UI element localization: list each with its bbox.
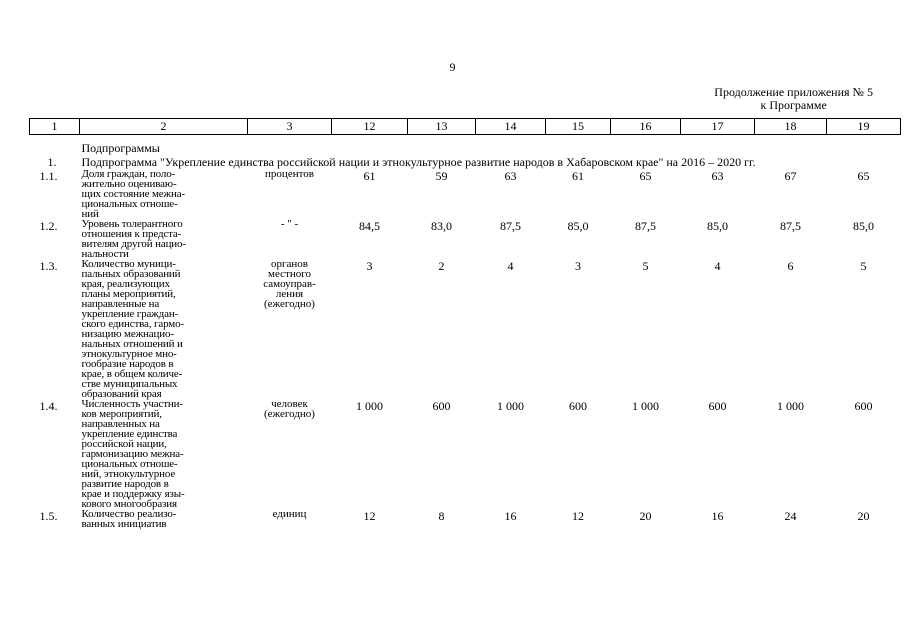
indicator-value: 63: [711, 169, 724, 183]
indicator-name-line: крае, в общем количе-: [81, 368, 183, 380]
indicator-unit-line: человек: [271, 398, 308, 410]
indicator-name-line: вителям другой нацио-: [81, 238, 186, 250]
header-cell: 12: [332, 119, 408, 135]
header-cell: 3: [248, 119, 332, 135]
indicator-name-line: нальных отношений и: [81, 338, 183, 350]
indicator-name-line: планы мероприятий,: [81, 288, 176, 300]
indicator-name-line: гармонизацию межна-: [81, 448, 184, 460]
indicator-row: [30, 259, 901, 399]
indicator-value: 83,0: [431, 219, 452, 233]
indicator-value: 85,0: [853, 219, 874, 233]
indicator-value: 4: [714, 259, 721, 273]
indicator-name: [80, 169, 248, 219]
indicator-value: 87,5: [635, 219, 656, 233]
indicator-unit: [248, 509, 332, 529]
indicator-unit: [248, 219, 332, 259]
indicator-name-line: крае и поддержку язы-: [81, 488, 185, 500]
indicator-name-line: российской нации,: [81, 438, 167, 450]
indicator-value: 12: [363, 509, 376, 523]
indicator-value: 1 000: [356, 399, 383, 413]
indicator-value: 4: [507, 259, 514, 273]
appendix-caption: [714, 86, 873, 112]
indicator-unit-line: ления: [275, 288, 304, 300]
indicator-name-line: щих состояние межна-: [81, 188, 185, 200]
indicator-unit: [248, 169, 332, 219]
indicator-name-line: циональных отноше-: [81, 198, 178, 210]
indicator-name-line: отношения к предста-: [81, 228, 182, 240]
indicator-number: 1.4.: [39, 399, 58, 413]
indicator-value: 85,0: [707, 219, 728, 233]
indicator-value: 1 000: [497, 399, 524, 413]
page-number: 9: [449, 60, 456, 74]
indicator-value: 63: [504, 169, 517, 183]
indicator-number: 1.3.: [39, 259, 58, 273]
indicator-row: [30, 399, 901, 509]
indicator-value: 16: [504, 509, 517, 523]
indicator-value: 8: [438, 509, 445, 523]
header-cell: 15: [546, 119, 611, 135]
appendix-line-2: к Программе: [760, 98, 827, 112]
subprogram-title: Подпрограмма "Укрепление единства российской нации и этнокультурное развитие народов в Хабаровском крае" на 2016 – 2020 гг.: [81, 155, 756, 169]
subprogram-number: 1.: [47, 155, 57, 169]
indicator-value: 2: [438, 259, 445, 273]
indicator-number: 1.1.: [39, 169, 58, 183]
indicator-name-line: образований края: [81, 388, 162, 400]
indicator-value: 61: [363, 169, 376, 183]
indicator-value: 600: [854, 399, 873, 413]
indicator-name-line: кового многообразия: [81, 498, 177, 510]
section-title: Подпрограммы: [81, 141, 160, 155]
indicator-number: 1.5.: [39, 509, 58, 523]
indicator-unit-line: единиц: [272, 508, 307, 520]
table-body: [30, 119, 901, 530]
indicator-row: [30, 509, 901, 529]
indicator-name-line: пальных образований: [81, 268, 181, 280]
indicator-value: 6: [787, 259, 794, 273]
indicator-name-line: развитие народов в: [81, 478, 169, 490]
indicator-row: [30, 219, 901, 259]
subprogram-row: [30, 155, 901, 169]
indicator-value: 65: [639, 169, 652, 183]
indicator-name-line: укрепление единства: [81, 428, 178, 440]
indicator-number: 1.2.: [39, 219, 58, 233]
indicator-row: [30, 169, 901, 219]
appendix-line-1: Продолжение приложения № 5: [714, 85, 873, 99]
indicator-name-line: этнокультурное мно-: [81, 348, 177, 360]
indicator-unit: [248, 259, 332, 399]
indicator-unit-line: - " -: [280, 218, 299, 230]
indicator-name: [80, 259, 248, 399]
indicator-unit-line: органов: [271, 258, 308, 270]
header-cell: 1: [30, 119, 80, 135]
indicator-value: 12: [572, 509, 584, 523]
indicators-table: [29, 118, 901, 529]
indicator-name-line: направленных на: [81, 418, 160, 430]
indicator-value: 1 000: [632, 399, 659, 413]
indicator-name-line: ского единства, гармо-: [81, 318, 184, 330]
indicator-name: [80, 399, 248, 509]
indicator-unit: [248, 399, 332, 509]
indicator-name-line: гообразие народов в: [81, 358, 174, 370]
indicator-name-line: ний, этнокультурное: [81, 468, 176, 480]
indicator-value: 600: [432, 399, 451, 413]
indicator-value: 61: [572, 169, 584, 183]
header-cell: 17: [681, 119, 755, 135]
indicator-name-line: Количество реализо-: [81, 508, 177, 520]
indicator-value: 24: [784, 509, 797, 523]
indicator-name-line: низацию межнацио-: [81, 328, 174, 340]
indicator-name-line: ванных инициатив: [81, 518, 167, 530]
indicator-unit-line: местного: [268, 268, 311, 280]
indicator-value: 5: [860, 259, 867, 273]
indicator-name-line: нальности: [81, 248, 129, 260]
table-header-row: [30, 119, 901, 135]
header-cell: 2: [80, 119, 248, 135]
indicator-value: 16: [711, 509, 724, 523]
indicator-unit-line: самоуправ-: [263, 278, 316, 290]
indicator-name-line: циональных отноше-: [81, 458, 178, 470]
indicator-name-line: ков мероприятий,: [81, 408, 162, 420]
indicator-name-line: ний: [81, 208, 99, 220]
header-cell: 16: [611, 119, 681, 135]
indicator-value: 87,5: [780, 219, 801, 233]
indicator-value: 3: [575, 259, 581, 273]
indicator-name-line: Количество муници-: [81, 258, 176, 270]
indicator-value: 20: [639, 509, 652, 523]
indicator-value: 65: [857, 169, 870, 183]
indicator-unit-line: (ежегодно): [264, 408, 315, 420]
header-cell: 13: [408, 119, 476, 135]
header-cell: 14: [476, 119, 546, 135]
indicator-value: 85,0: [567, 219, 589, 233]
indicator-name-line: Численность участни-: [81, 398, 183, 410]
indicator-value: 20: [857, 509, 870, 523]
indicator-value: 1 000: [777, 399, 804, 413]
indicator-value: 87,5: [500, 219, 521, 233]
section-row: [30, 141, 901, 155]
indicator-name: [80, 509, 248, 529]
header-cell: 19: [827, 119, 901, 135]
indicator-value: 3: [366, 259, 373, 273]
indicator-value: 59: [435, 169, 448, 183]
indicator-name-line: Уровень толерантного: [81, 218, 183, 230]
indicator-name-line: стве муниципальных: [81, 378, 178, 390]
indicator-value: 5: [642, 259, 649, 273]
header-cell: 18: [755, 119, 827, 135]
indicator-name-line: направленные на: [81, 298, 160, 310]
indicator-name-line: укрепление граждан-: [81, 308, 179, 320]
indicator-value: 600: [569, 399, 587, 413]
indicator-name-line: Доля граждан, поло-: [81, 168, 176, 180]
indicator-name-line: края, реализующих: [81, 278, 170, 290]
indicator-unit-line: процентов: [265, 168, 314, 180]
section-number-cell: [30, 141, 80, 155]
indicator-value: 84,5: [359, 219, 380, 233]
indicator-value: 600: [708, 399, 727, 413]
indicator-name-line: жительно оцениваю-: [81, 178, 177, 190]
indicator-value: 67: [784, 169, 797, 183]
indicator-unit-line: (ежегодно): [264, 298, 315, 310]
indicator-name: [80, 219, 248, 259]
